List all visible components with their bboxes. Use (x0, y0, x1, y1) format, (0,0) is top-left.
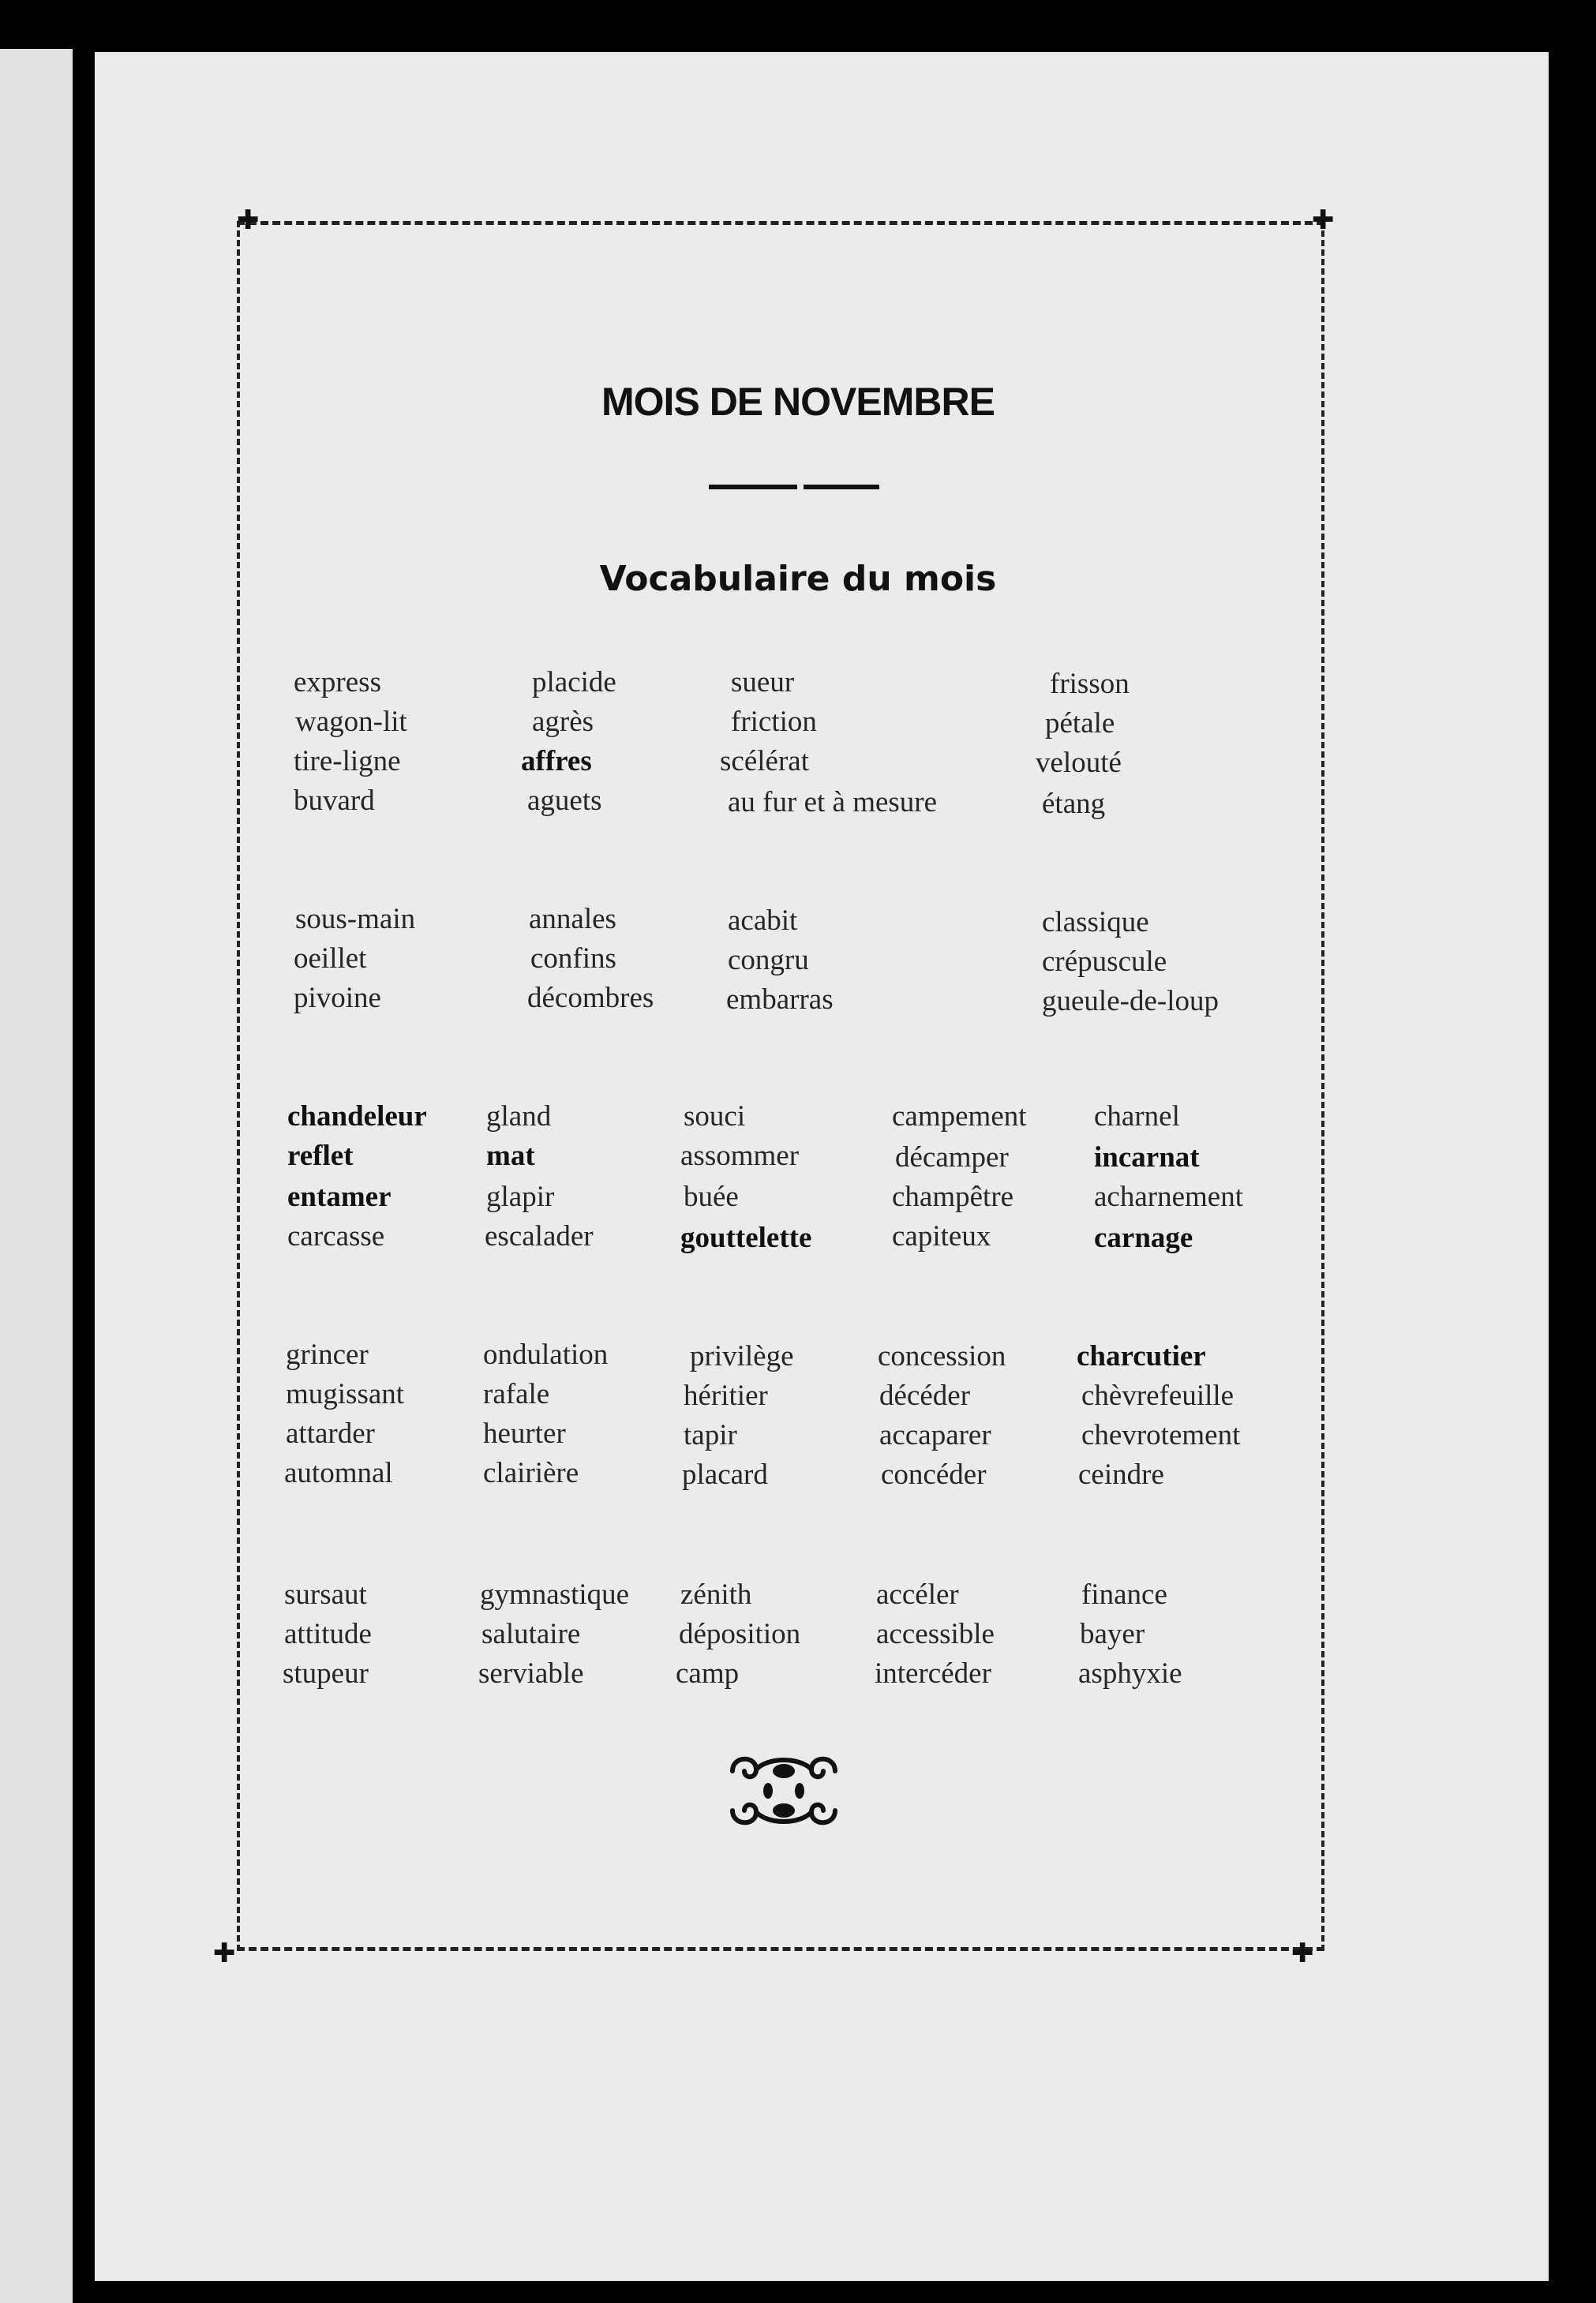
vocab-word: mat (486, 1140, 535, 1172)
vocab-word: intercéder (875, 1657, 991, 1690)
vocab-word: grincer (286, 1339, 369, 1371)
vocab-word: souci (684, 1100, 746, 1133)
vocab-word: attitude (284, 1618, 372, 1650)
corner-ornament-top-left: ✚ (237, 204, 260, 236)
vocab-word: heurter (483, 1417, 566, 1450)
vocab-word: attarder (286, 1417, 375, 1450)
vocab-word: décamper (895, 1141, 1009, 1174)
scroll-ornament-icon (725, 1747, 843, 1834)
vocab-word: agrès (532, 706, 594, 738)
vocab-word: accéler (876, 1578, 959, 1611)
vocab-word: placide (532, 666, 616, 698)
vocab-word: charcutier (1077, 1340, 1206, 1372)
vocab-word: congru (728, 944, 809, 976)
vocab-word: assommer (680, 1140, 800, 1172)
vocab-word: décéder (879, 1380, 971, 1412)
vocab-word: bayer (1080, 1618, 1145, 1650)
vocab-word: oeillet (294, 942, 367, 975)
vocab-word: pivoine (294, 982, 381, 1014)
vocab-word: sursaut (284, 1578, 367, 1611)
vocab-word: concession (878, 1340, 1006, 1372)
vocab-word: chevrotement (1081, 1419, 1241, 1451)
vocab-word: crépuscule (1042, 946, 1167, 978)
vocab-word: aguets (527, 785, 602, 817)
vocab-word: charnel (1094, 1100, 1180, 1133)
vocab-word: campement (892, 1100, 1027, 1133)
vocab-word: gland (486, 1100, 552, 1133)
vocab-word: héritier (684, 1380, 768, 1412)
vocab-word: automnal (284, 1457, 393, 1489)
vocab-word: camp (676, 1657, 740, 1690)
vocab-word: au fur et à mesure (728, 786, 938, 818)
vocab-word: acabit (728, 904, 798, 937)
vocab-word: scélérat (720, 745, 809, 777)
section-subtitle: Vocabulaire du mois (599, 559, 997, 599)
page-title: MOIS DE NOVEMBRE (601, 380, 995, 424)
vocab-word: étang (1042, 788, 1106, 820)
vocab-word: embarras (726, 983, 834, 1016)
vocab-word: glapir (486, 1181, 555, 1213)
vocab-word: finance (1081, 1578, 1167, 1611)
vocab-word: gueule-de-loup (1042, 985, 1219, 1017)
vocab-word: carcasse (287, 1220, 385, 1253)
vocab-word: velouté (1036, 747, 1122, 779)
vocab-word: champêtre (892, 1181, 1014, 1213)
vocab-word: acharnement (1094, 1181, 1243, 1213)
vocab-word: déposition (679, 1618, 801, 1650)
vocab-word: wagon-lit (295, 706, 407, 738)
vocab-word: entamer (287, 1181, 392, 1213)
vocab-word: décombres (527, 982, 654, 1014)
vocab-word: salutaire (481, 1618, 581, 1650)
corner-ornament-bottom-right: ✚ (1291, 1938, 1314, 1969)
vocab-word: buée (684, 1181, 739, 1213)
vocab-word: accessible (876, 1618, 995, 1650)
vocab-word: accaparer (879, 1419, 991, 1451)
vocab-word: affres (521, 745, 592, 777)
corner-ornament-bottom-left: ✚ (213, 1938, 236, 1969)
vocab-word: gymnastique (480, 1578, 630, 1611)
vocab-word: capiteux (892, 1220, 991, 1253)
vocab-word: asphyxie (1078, 1657, 1182, 1690)
vocab-word: concéder (881, 1459, 987, 1491)
vocab-word: escalader (485, 1220, 594, 1253)
vocab-word: pétale (1045, 707, 1115, 740)
vocab-word: chandeleur (287, 1100, 427, 1133)
vocab-word: stupeur (283, 1657, 369, 1690)
vocab-word: ceindre (1078, 1459, 1164, 1491)
vocab-word: gouttelette (680, 1222, 812, 1254)
vocab-word: ondulation (483, 1339, 609, 1371)
title-rule-left (709, 485, 797, 489)
vocab-word: confins (530, 942, 616, 975)
vocab-word: tire-ligne (294, 745, 401, 777)
vocab-word: mugissant (286, 1378, 405, 1410)
vocab-word: classique (1042, 906, 1149, 938)
vocab-word: rafale (483, 1378, 550, 1410)
vocab-word: reflet (287, 1140, 354, 1172)
vocab-word: serviable (478, 1657, 584, 1690)
title-rule-right (804, 485, 879, 489)
vocab-word: zénith (680, 1578, 752, 1611)
corner-ornament-top-right: ✚ (1312, 204, 1335, 236)
vocab-word: carnage (1094, 1222, 1193, 1254)
vocab-word: clairière (483, 1457, 579, 1489)
vocab-word: incarnat (1094, 1141, 1200, 1174)
vocab-word: buvard (294, 785, 375, 817)
vocab-word: frisson (1050, 668, 1130, 700)
vocab-word: annales (529, 903, 616, 935)
vocab-word: placard (682, 1459, 768, 1491)
vocab-word: chèvrefeuille (1081, 1380, 1234, 1412)
vocab-word: sueur (731, 666, 795, 698)
vocab-word: privilège (690, 1340, 794, 1372)
vocab-word: friction (731, 706, 817, 738)
vocab-word: express (294, 666, 381, 698)
vocab-word: tapir (684, 1419, 737, 1451)
vocab-word: sous-main (295, 903, 416, 935)
